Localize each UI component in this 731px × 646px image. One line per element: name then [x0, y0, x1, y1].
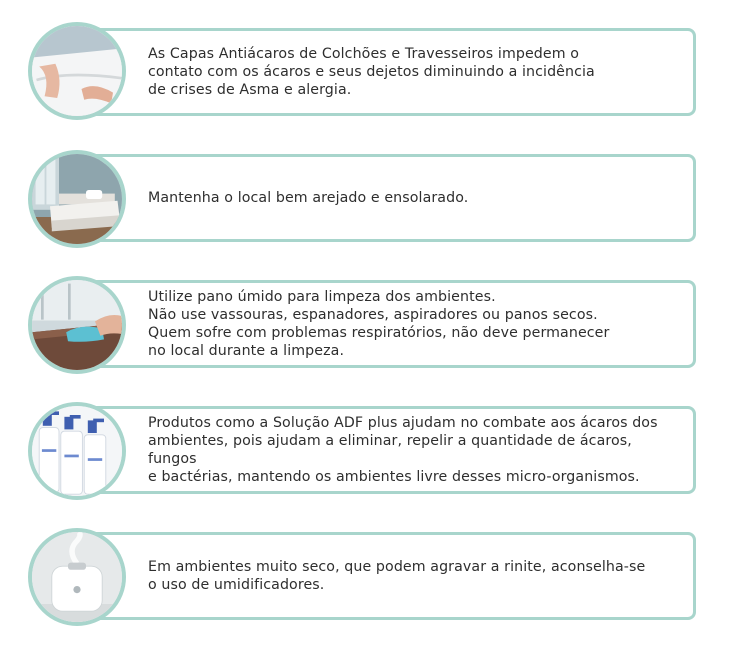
spray-bottles-photo	[28, 402, 126, 500]
tip-text: As Capas Antiácaros de Colchões e Travesseiros impedem o contato com os ácaros e seus dejetos diminuindo a incidência de crises de Asma e alergia.	[148, 46, 595, 98]
tip-text: Em ambientes muito seco, que podem agravar a rinite, aconselha-se o uso de umidificadores.	[148, 559, 646, 593]
humidifier-photo	[28, 528, 126, 626]
ventilated-bedroom-photo	[28, 150, 126, 248]
tip-text: Mantenha o local bem arejado e ensolarado.	[148, 190, 469, 206]
tip-text: Utilize pano úmido para limpeza dos ambientes. Não use vassouras, espanadores, aspiradores ou panos secos. Quem sofre com problemas respiratórios, não deve permanecer no local durante a limpeza.	[148, 289, 610, 359]
cleaning-cloth-photo	[28, 276, 126, 374]
tip-card-humidifier	[80, 532, 696, 620]
mattress-cover-photo	[28, 22, 126, 120]
tip-card-cleaning	[80, 280, 696, 368]
tip-card-mattress-cover	[80, 28, 696, 116]
tip-text: Produtos como a Solução ADF plus ajudam no combate aos ácaros dos ambientes, pois ajudam a eliminar, repelir a quantidade de ácaros, fungos e bactérias, mantendo os ambientes livre desses micro-organismos.	[148, 415, 658, 485]
tip-card-adf-product	[80, 406, 696, 494]
tip-card-ventilation	[80, 154, 696, 242]
